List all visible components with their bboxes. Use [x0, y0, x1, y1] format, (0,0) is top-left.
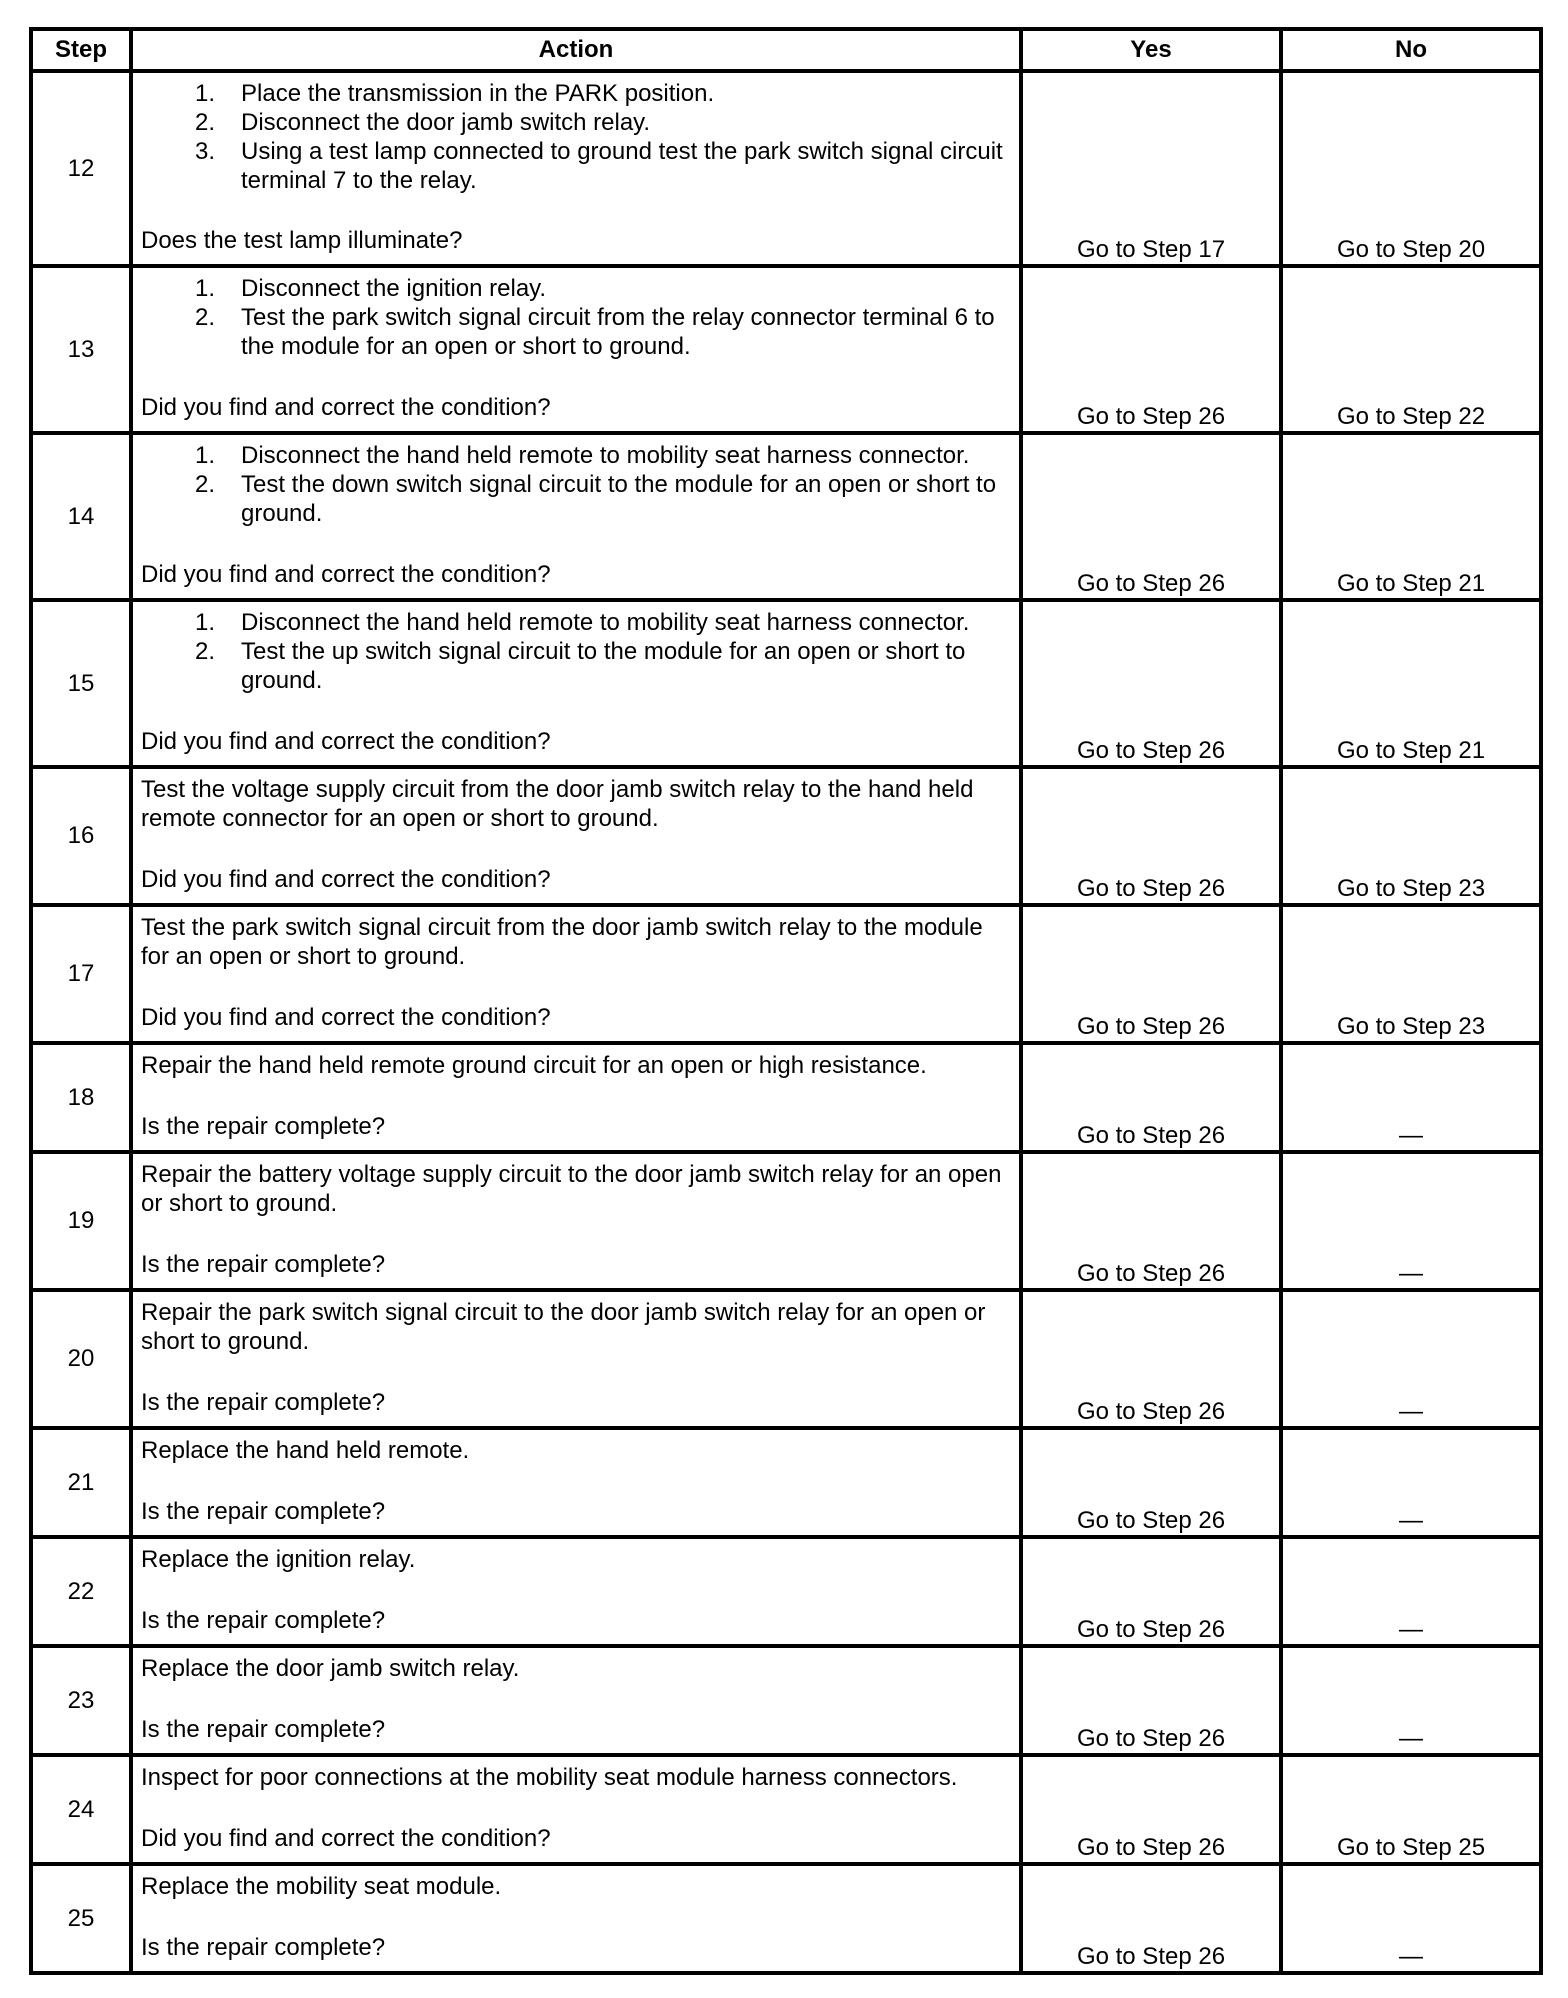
list-item-number: 1. — [194, 442, 215, 469]
action-instructions — [141, 913, 1011, 971]
action-instructions — [141, 79, 1011, 195]
action-content — [133, 1154, 1019, 1284]
action-text: Replace the hand held remote. — [141, 1437, 470, 1464]
action-cell — [131, 1864, 1021, 1973]
action-cell — [131, 1646, 1021, 1755]
action-content — [133, 1539, 1019, 1640]
list-item-number: 2. — [194, 638, 215, 665]
no-result: Go to Step 23 — [1281, 767, 1541, 905]
list-item-number: 1. — [194, 609, 215, 636]
yes-result: Go to Step 26 — [1021, 767, 1281, 905]
yes-result: Go to Step 26 — [1021, 600, 1281, 767]
list-item — [141, 303, 1011, 361]
action-content — [133, 1430, 1019, 1531]
list-item-text: Place the transmission in the PARK position. — [241, 80, 715, 107]
header-step: Step — [31, 29, 131, 71]
action-instructions — [141, 274, 1011, 361]
table-row — [31, 433, 1541, 600]
step-number: 23 — [31, 1646, 131, 1755]
action-instructions — [141, 608, 1011, 695]
action-instructions — [141, 441, 1011, 528]
yes-result: Go to Step 17 — [1021, 71, 1281, 266]
action-question: Is the repair complete? — [141, 1251, 386, 1278]
step-number: 25 — [31, 1864, 131, 1973]
list-item-text: Using a test lamp connected to ground test the park switch signal circuit terminal 7 to the relay. — [241, 138, 1003, 194]
action-content — [133, 1292, 1019, 1422]
action-question: Is the repair complete? — [141, 1389, 386, 1416]
table-row — [31, 600, 1541, 767]
action-cell — [131, 1755, 1021, 1864]
action-question: Is the repair complete? — [141, 1113, 386, 1140]
action-question: Did you find and correct the condition? — [141, 866, 551, 893]
table-row — [31, 1537, 1541, 1646]
action-text: Test the park switch signal circuit from the door jamb switch relay to the module for an open or short to ground. — [141, 914, 983, 970]
list-item — [141, 441, 1011, 470]
no-result: Go to Step 21 — [1281, 600, 1541, 767]
action-instructions — [141, 1160, 1011, 1218]
action-instructions — [141, 1298, 1011, 1356]
action-text: Repair the hand held remote ground circuit for an open or high resistance. — [141, 1052, 927, 1079]
list-item-number: 1. — [194, 275, 215, 302]
header-yes: Yes — [1021, 29, 1281, 71]
list-item — [141, 274, 1011, 303]
step-number: 17 — [31, 905, 131, 1043]
action-cell — [131, 71, 1021, 266]
action-cell — [131, 905, 1021, 1043]
action-instructions — [141, 775, 1011, 833]
action-text: Repair the battery voltage supply circuit to the door jamb switch relay for an open or short to ground. — [141, 1161, 1002, 1217]
action-question: Does the test lamp illuminate? — [141, 227, 463, 254]
action-question: Did you find and correct the condition? — [141, 561, 551, 588]
table-body — [31, 71, 1541, 1973]
step-number: 24 — [31, 1755, 131, 1864]
action-cell — [131, 1043, 1021, 1152]
action-question: Did you find and correct the condition? — [141, 394, 551, 421]
no-result: — — [1281, 1152, 1541, 1290]
no-result: — — [1281, 1290, 1541, 1428]
table-row — [31, 767, 1541, 905]
instruction-list — [141, 79, 1011, 195]
table-row — [31, 1290, 1541, 1428]
action-content — [133, 907, 1019, 1037]
step-number: 14 — [31, 433, 131, 600]
action-content — [133, 1648, 1019, 1749]
step-number: 22 — [31, 1537, 131, 1646]
header-row — [31, 29, 1541, 71]
action-cell — [131, 266, 1021, 433]
header-action: Action — [131, 29, 1021, 71]
list-item-number: 2. — [194, 304, 215, 331]
action-text: Inspect for poor connections at the mobility seat module harness connectors. — [141, 1764, 958, 1791]
no-result: Go to Step 25 — [1281, 1755, 1541, 1864]
no-result: Go to Step 23 — [1281, 905, 1541, 1043]
diagnostic-table — [29, 27, 1543, 1975]
action-instructions — [141, 1654, 1011, 1683]
action-question: Did you find and correct the condition? — [141, 1825, 551, 1852]
action-question: Is the repair complete? — [141, 1607, 386, 1634]
yes-result: Go to Step 26 — [1021, 1428, 1281, 1537]
instruction-list — [141, 441, 1011, 528]
table-row — [31, 1755, 1541, 1864]
action-content — [133, 1866, 1019, 1967]
action-instructions — [141, 1051, 1011, 1080]
yes-result: Go to Step 26 — [1021, 1864, 1281, 1973]
action-cell — [131, 433, 1021, 600]
list-item-text: Test the up switch signal circuit to the module for an open or short to ground. — [241, 638, 966, 694]
list-item-number: 1. — [194, 80, 215, 107]
action-instructions — [141, 1872, 1011, 1901]
list-item-text: Test the down switch signal circuit to the module for an open or short to ground. — [241, 471, 997, 527]
yes-result: Go to Step 26 — [1021, 1152, 1281, 1290]
action-content — [133, 1757, 1019, 1858]
table-row — [31, 905, 1541, 1043]
table-row — [31, 1646, 1541, 1755]
step-number: 13 — [31, 266, 131, 433]
list-item-text: Test the park switch signal circuit from the relay connector terminal 6 to the module for an open or short to ground. — [241, 304, 995, 360]
action-text: Replace the ignition relay. — [141, 1546, 416, 1573]
action-instructions — [141, 1436, 1011, 1465]
no-result: — — [1281, 1646, 1541, 1755]
step-number: 19 — [31, 1152, 131, 1290]
action-cell — [131, 1290, 1021, 1428]
step-number: 12 — [31, 71, 131, 266]
yes-result: Go to Step 26 — [1021, 1755, 1281, 1864]
list-item — [141, 137, 1011, 195]
action-text: Repair the park switch signal circuit to the door jamb switch relay for an open or short to ground. — [141, 1299, 986, 1355]
list-item — [141, 608, 1011, 637]
action-content — [133, 268, 1019, 427]
no-result: — — [1281, 1537, 1541, 1646]
table-row — [31, 1152, 1541, 1290]
action-cell — [131, 767, 1021, 905]
list-item — [141, 470, 1011, 528]
header-no: No — [1281, 29, 1541, 71]
no-result: — — [1281, 1864, 1541, 1973]
action-instructions — [141, 1545, 1011, 1574]
action-content — [133, 769, 1019, 899]
yes-result: Go to Step 26 — [1021, 905, 1281, 1043]
action-question: Did you find and correct the condition? — [141, 1004, 551, 1031]
step-number: 18 — [31, 1043, 131, 1152]
action-content — [133, 602, 1019, 761]
yes-result: Go to Step 26 — [1021, 1537, 1281, 1646]
step-number: 15 — [31, 600, 131, 767]
action-question: Is the repair complete? — [141, 1498, 386, 1525]
action-text: Replace the door jamb switch relay. — [141, 1655, 520, 1682]
yes-result: Go to Step 26 — [1021, 433, 1281, 600]
action-question: Is the repair complete? — [141, 1716, 386, 1743]
action-content — [133, 73, 1019, 260]
action-question: Did you find and correct the condition? — [141, 728, 551, 755]
instruction-list — [141, 274, 1011, 361]
action-cell — [131, 600, 1021, 767]
table-row — [31, 1428, 1541, 1537]
action-instructions — [141, 1763, 1011, 1792]
action-cell — [131, 1537, 1021, 1646]
action-cell — [131, 1428, 1021, 1537]
list-item — [141, 79, 1011, 108]
list-item-number: 2. — [194, 471, 215, 498]
yes-result: Go to Step 26 — [1021, 1043, 1281, 1152]
list-item-text: Disconnect the hand held remote to mobility seat harness connector. — [241, 609, 970, 636]
list-item-text: Disconnect the door jamb switch relay. — [241, 109, 651, 136]
action-content — [133, 1045, 1019, 1146]
action-text: Test the voltage supply circuit from the door jamb switch relay to the hand held remote connector for an open or short to ground. — [141, 776, 974, 832]
table-row — [31, 1864, 1541, 1973]
step-number: 16 — [31, 767, 131, 905]
action-question: Is the repair complete? — [141, 1934, 386, 1961]
list-item-text: Disconnect the hand held remote to mobility seat harness connector. — [241, 442, 970, 469]
no-result: — — [1281, 1428, 1541, 1537]
list-item — [141, 637, 1011, 695]
no-result: Go to Step 22 — [1281, 266, 1541, 433]
no-result: Go to Step 21 — [1281, 433, 1541, 600]
table-row — [31, 266, 1541, 433]
table-row — [31, 1043, 1541, 1152]
list-item-number: 3. — [194, 138, 215, 165]
yes-result: Go to Step 26 — [1021, 1290, 1281, 1428]
step-number: 20 — [31, 1290, 131, 1428]
table-row — [31, 71, 1541, 266]
yes-result: Go to Step 26 — [1021, 266, 1281, 433]
list-item — [141, 108, 1011, 137]
no-result: Go to Step 20 — [1281, 71, 1541, 266]
instruction-list — [141, 608, 1011, 695]
list-item-text: Disconnect the ignition relay. — [241, 275, 547, 302]
action-text: Replace the mobility seat module. — [141, 1873, 502, 1900]
action-content — [133, 435, 1019, 594]
list-item-number: 2. — [194, 109, 215, 136]
step-number: 21 — [31, 1428, 131, 1537]
no-result: — — [1281, 1043, 1541, 1152]
action-cell — [131, 1152, 1021, 1290]
yes-result: Go to Step 26 — [1021, 1646, 1281, 1755]
